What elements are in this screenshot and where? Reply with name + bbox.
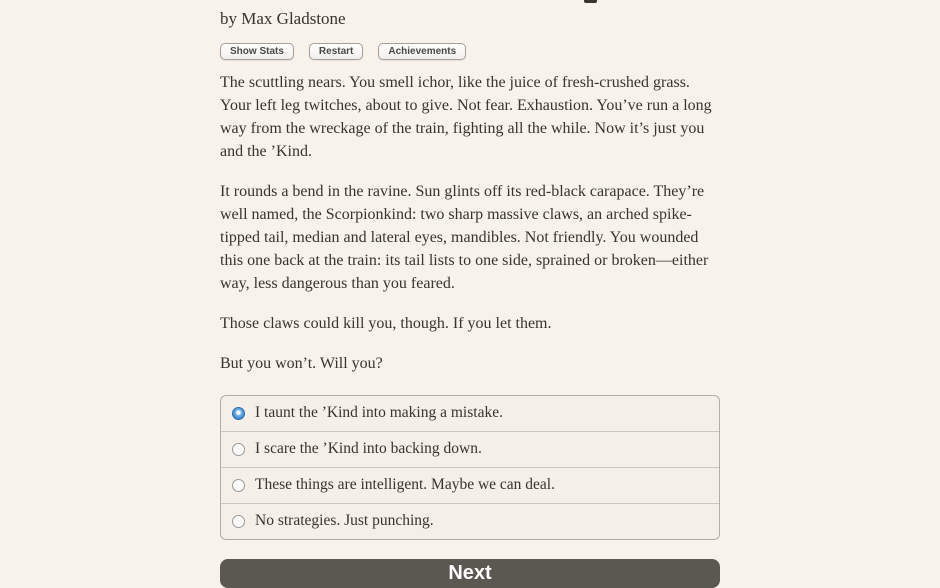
radio-button-icon[interactable] [232,479,245,492]
show-stats-button[interactable]: Show Stats [220,43,294,60]
choice-option-scare[interactable] [221,432,719,468]
choice-option-taunt[interactable] [221,396,719,432]
story-paragraph: It rounds a bend in the ravine. Sun glints off its red-black carapace. They’re well named, the Scorpionkind: two sharp massive claws, an arched spike-tipped tail, median and lateral eyes, mandibles. Not friendly. You wounded this one back at the train: its tail lists to one side, sprained or broken—either way, less dangerous than you feared. [220,183,709,292]
radio-button-icon[interactable] [232,407,245,420]
next-button[interactable]: Next [220,559,720,588]
achievements-button[interactable]: Achievements [378,43,466,60]
choice-option-punch[interactable] [221,504,719,539]
story-paragraph: The scuttling nears. You smell ichor, like the juice of fresh-crushed grass. Your left leg twitches, about to give. Not fear. Exhaustion. You’ve run a long way from the wreckage of the train, fighting all the while. Now it’s just you and the ’Kind. [220,74,712,160]
toolbar [220,41,720,57]
restart-button[interactable]: Restart [309,43,363,60]
radio-button-icon[interactable] [232,443,245,456]
content-column [220,0,720,588]
choice-option-deal[interactable] [221,468,719,504]
choice-option-label: No strategies. Just punching. [255,512,434,529]
story-text [220,71,720,375]
choice-option-label: I taunt the ’Kind into making a mistake. [255,404,503,421]
story-paragraph: Those claws could kill you, though. If you let them. [220,315,552,332]
choice-option-label: I scare the ’Kind into backing down. [255,440,482,457]
radio-button-icon[interactable] [232,515,245,528]
choice-option-label: These things are intelligent. Maybe we can deal. [255,476,555,493]
choice-list [220,395,720,540]
author-byline: by Max Gladstone [220,9,346,28]
story-paragraph: But you won’t. Will you? [220,355,383,372]
